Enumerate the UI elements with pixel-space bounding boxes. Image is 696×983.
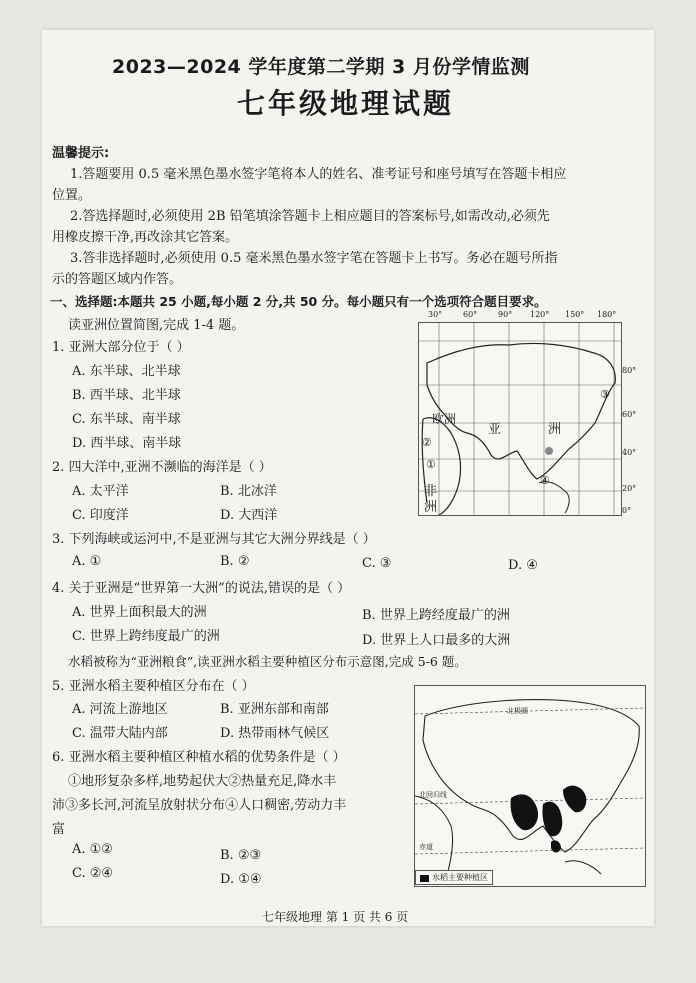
- notice-line: 1.答题要用 0.5 毫米黑色墨水签字笔将本人的姓名、准考证号和座号填写在答题卡相应: [70, 167, 567, 182]
- option-a[interactable]: A. 世界上面积最大的洲: [72, 605, 207, 620]
- asia-location-map: [410, 310, 640, 515]
- legend-swatch: [420, 875, 429, 882]
- option-a[interactable]: A. ①: [72, 554, 102, 569]
- map-mark: ①: [426, 458, 436, 471]
- notice-line: 用橡皮擦干净,再改涂其它答案。: [52, 230, 239, 245]
- legend-label: 水稻主要种植区: [432, 873, 488, 882]
- lon-label: 30°: [428, 310, 443, 319]
- lon-label: 60°: [463, 310, 478, 319]
- lat-label: 80°: [622, 366, 637, 375]
- rice-map-svg: [415, 686, 645, 886]
- option-b[interactable]: B. ②: [220, 554, 250, 569]
- asia-label: 亚: [488, 422, 502, 437]
- notice-line: 位置。: [52, 188, 92, 203]
- option-c[interactable]: C. ③: [362, 556, 392, 571]
- notice-line: 3.答非选择题时,必须使用 0.5 毫米黑色墨水签字笔在答题卡上书写。务必在题号所指: [70, 251, 558, 266]
- option-a[interactable]: A. 河流上游地区: [72, 702, 168, 717]
- map-mark: ②: [422, 436, 432, 449]
- option-b[interactable]: B. 西半球、北半球: [72, 388, 181, 403]
- option-c[interactable]: C. 世界上跨纬度最广的洲: [72, 629, 220, 644]
- asia-label: 洲: [548, 422, 562, 437]
- section-intro: 水稻被称为“亚洲粮食”,读亚洲水稻主要种植区分布示意图,完成 5-6 题。: [68, 654, 467, 669]
- lat-label: 60°: [622, 410, 637, 419]
- section-heading: 一、选择题:本题共 25 小题,每小题 2 分,共 50 分。每小题只有一个选项符合题目要求。: [50, 294, 547, 309]
- equator-label: 赤道: [419, 843, 433, 851]
- lat-label: 20°: [622, 484, 637, 493]
- question-stem: 5. 亚洲水稻主要种植区分布在（ ）: [52, 679, 255, 694]
- africa-label: 非: [424, 484, 438, 499]
- option-b[interactable]: B. 世界上跨经度最广的洲: [362, 608, 510, 623]
- question-stem: 3. 下列海峡或运河中,不是亚洲与其它大洲分界线是（ ）: [52, 532, 376, 547]
- question-statement: 富: [52, 822, 66, 837]
- exam-title: 2023—2024 学年度第二学期 3 月份学情监测: [112, 56, 530, 78]
- africa-label: 洲: [424, 500, 438, 515]
- rice-distribution-map: [414, 685, 646, 887]
- option-b[interactable]: B. 北冰洋: [220, 484, 277, 499]
- tropic-label: 北回归线: [419, 791, 447, 799]
- notice-line: 示的答题区域内作答。: [52, 272, 183, 287]
- question-stem: 4. 关于亚洲是“世界第一大洲”的说法,错误的是（ ）: [52, 581, 351, 596]
- option-d[interactable]: D. 热带雨林气候区: [220, 726, 330, 741]
- lon-label: 150°: [565, 310, 585, 319]
- notice-heading: 温馨提示:: [52, 146, 110, 161]
- exam-subtitle: 七年级地理试题: [237, 87, 455, 120]
- lon-label: 120°: [530, 310, 550, 319]
- lon-label: 90°: [498, 310, 513, 319]
- question-stem: 1. 亚洲大部分位于（ ）: [52, 340, 190, 355]
- exam-page: [42, 30, 654, 926]
- option-d[interactable]: D. ④: [508, 558, 538, 573]
- arctic-circle-label: 北极圈: [507, 707, 528, 715]
- lat-label: 40°: [622, 448, 637, 457]
- option-d[interactable]: D. 世界上人口最多的大洲: [362, 633, 511, 648]
- option-c[interactable]: C. 印度洋: [72, 508, 129, 523]
- option-a[interactable]: A. 太平洋: [72, 484, 129, 499]
- option-b[interactable]: B. ②③: [220, 848, 262, 863]
- option-c[interactable]: C. 东半球、南半球: [72, 412, 181, 427]
- option-a[interactable]: A. 东半球、北半球: [72, 364, 181, 379]
- lon-label: 180°: [597, 310, 617, 319]
- lat-label: 0°: [622, 506, 632, 515]
- option-d[interactable]: D. 大西洋: [220, 508, 278, 523]
- question-stem: 6. 亚洲水稻主要种植区种植水稻的优势条件是（ ）: [52, 750, 346, 765]
- option-d[interactable]: D. ①④: [220, 872, 262, 887]
- map-mark: ④: [540, 474, 550, 487]
- question-statement: 沛③多长河,河流呈放射状分布④人口稠密,劳动力丰: [52, 798, 347, 813]
- question-stem: 2. 四大洋中,亚洲不濒临的海洋是（ ）: [52, 460, 272, 475]
- option-a[interactable]: A. ①②: [72, 842, 113, 857]
- option-c[interactable]: C. ②④: [72, 866, 114, 881]
- section-intro: 读亚洲位置简图,完成 1-4 题。: [68, 318, 245, 333]
- map-legend: [415, 870, 493, 885]
- option-b[interactable]: B. 亚洲东部和南部: [220, 702, 329, 717]
- notice-line: 2.答选择题时,必须使用 2B 铅笔填涂答题卡上相应题目的答案标号,如需改动,必须先: [70, 209, 550, 224]
- option-d[interactable]: D. 西半球、南半球: [72, 436, 182, 451]
- europe-label: 欧洲: [432, 412, 457, 426]
- option-c[interactable]: C. 温带大陆内部: [72, 726, 168, 741]
- page-footer: 七年级地理 第 1 页 共 6 页: [262, 910, 409, 924]
- map-mark: ③: [600, 388, 610, 401]
- question-statement: ①地形复杂多样,地势起伏大②热量充足,降水丰: [68, 774, 337, 789]
